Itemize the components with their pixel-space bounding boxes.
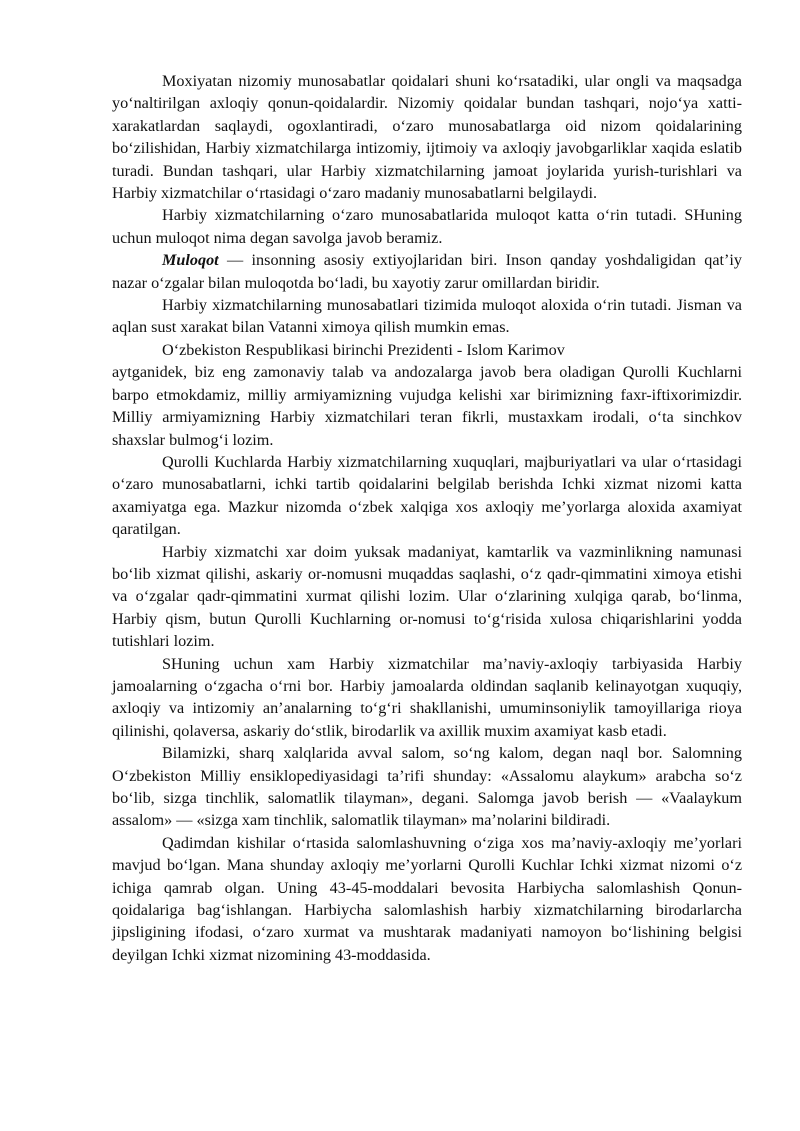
paragraph-3-text: — insonning asosiy extiyojlaridan biri. Inson qanday yoshdaligidan qat’iy nazar o‘zgalar bilan muloqotda bo‘ladi, bu xayotiy zarur omillardan biridir.: [112, 251, 742, 292]
paragraph-9: SHuning uchun xam Harbiy xizmatchilar ma’naviy-axloqiy tarbiyasida Harbiy jamoalarning o‘zgacha o‘rni bor. Harbiy jamoalarda oldindan saqlanib kelinayotgan xuquqiy, axloqiy va intizomiy an’analarning to‘g‘ri shakllanishi, umuminsoniylik tamoyillariga rioya qilinishi, qolaversa, askariy do‘stlik, birodarlik va axillik muxim axamiyat kasb etadi.: [112, 654, 742, 740]
paragraph-7: Qurolli Kuchlarda Harbiy xizmatchilarning xuquqlari, majburiyatlari va ular o‘rtasidagi o‘zaro munosabatlarni, ichki tartib qoidalarini belgilab berishda Ichki xizmat nizomi katta axamiyatga ega. Mazkur nizomda o‘zbek xalqiga xos axloqiy me’yorlarga aloxida axamiyat qaratilgan.: [112, 452, 742, 539]
paragraph-3: [112, 249, 742, 294]
paragraph-6: aytganidek, biz eng zamonaviy talab va andozalarga javob bera oladigan Qurolli Kuchlarni barpo etmokdamiz, milliy armiyamizning vujudga kelishi xar birimizning faxr-iftixorimizdir. Milliy armiyamizning Harbiy xizmatchilari teran fikrli, mustaxkam irodali, o‘ta sinchkov shaxslar bulmog‘i lozim.: [112, 363, 742, 449]
paragraph-10: Bilamizki, sharq xalqlarida avval salom, so‘ng kalom, degan naql bor. Salomning O‘zbekiston Milliy ensiklopediyasidagi ta’rifi shunday: «Assalomu alaykum» arabcha so‘z bo‘lib, sizga tinchlik, salomatlik tilayman», degani. Salomga javob berish — «Vaalaykum assalom» — «sizga xam tinchlik, salomatlik tilayman» ma’nolarini bildiradi.: [112, 744, 742, 830]
paragraph-8: Harbiy xizmatchi xar doim yuksak madaniyat, kamtarlik va vazminlikning namunasi bo‘lib xizmat qilishi, askariy or-nomusni muqaddas saqlashi, o‘z qadr-qimmatini ximoya etishi va o‘zgalar qadr-qimmatini xurmat qilishi lozim. Ular o‘zlarining xulqiga qarab, bo‘linma, Harbiy qism, butun Qurolli Kuchlarning or-nomusi to‘g‘risida xulosa chiqarishlarini yodda tutishlari lozim.: [112, 542, 742, 651]
paragraph-1: Moxiyatan nizomiy munosabatlar qoidalari shuni ko‘rsatadiki, ular ongli va maqsadga yo‘naltirilgan axloqiy qonun-qoidalardir. Nizomiy qoidalar bundan tashqari, nojo‘ya xatti-xarakatlardan saqlaydi, ogoxlantiradi, o‘zaro munosabatlarga oid nizom qoidalarining bo‘zilishidan, Harbiy xizmatchilarga intizomiy, ijtimoiy va axloqiy javobgarliklar xaqida eslatib turadi. Bundan tashqari, ular Harbiy xizmatchilarning jamoat joylarida yurish-turishlari va Harbiy xizmatchilar o‘rtasidagi o‘zaro madaniy munosabatlarni belgilaydi.: [112, 72, 742, 203]
document-page: [112, 70, 742, 966]
paragraph-5: O‘zbekiston Respublikasi birinchi Prezidenti - Islom Karimov: [162, 340, 565, 359]
term-muloqot: Muloqot: [162, 251, 219, 270]
paragraph-11: Qadimdan kishilar o‘rtasida salomlashuvning o‘ziga xos ma’naviy-axloqiy me’yorlari mavjud bo‘lgan. Mana shunday axloqiy me’yorlarni Qurolli Kuchlar Ichki xizmat nizomi o‘z ichiga qamrab olgan. Uning 43-45-moddalari bevosita Harbiycha salomlashish Qonun-qoidalariga bag‘ishlangan. Harbiycha salomlashish harbiy xizmatchilarning birodarlarcha jipsligining ifodasi, o‘zaro xurmat va mushtarak madaniyati namoyon bo‘lishining belgisi deyilgan Ichki xizmat nizomining 43-moddasida.: [112, 833, 742, 964]
paragraph-2: Harbiy xizmatchilarning o‘zaro munosabatlarida muloqot katta o‘rin tutadi. SHuning uchun muloqot nima degan savolga javob beramiz.: [112, 206, 742, 247]
paragraph-4: Harbiy xizmatchilarning munosabatlari tizimida muloqot aloxida o‘rin tutadi. Jisman va aqlan sust xarakat bilan Vatanni ximoya qilish mumkin emas.: [112, 296, 742, 337]
